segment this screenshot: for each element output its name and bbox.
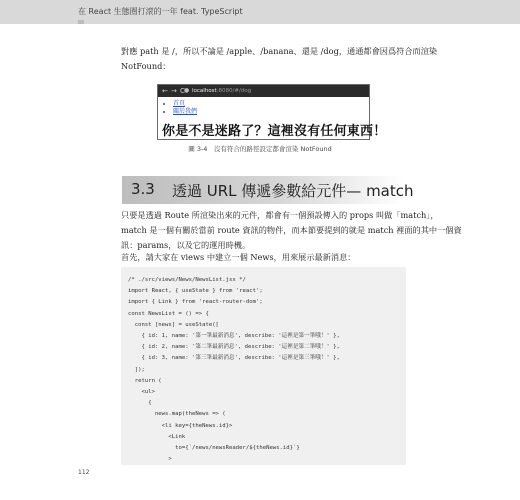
running-header (0, 0, 520, 24)
code-line: const NewsList = () => { (128, 310, 209, 317)
about-link: • 關於我們 (173, 108, 197, 116)
code-line: <ul> (128, 389, 155, 396)
address-bar (184, 87, 365, 95)
code-line: <Link (128, 433, 186, 440)
lock-icon: ● (184, 87, 190, 94)
body-line: 訊：params，以及它的運用時機。 (121, 240, 251, 250)
body-line: 首先，請大家在 views 中建立一個 News，用來展示最新消息： (121, 252, 356, 262)
section-heading (122, 176, 414, 204)
browser-nav-links (163, 100, 197, 116)
code-line: { id: 2, name: '第二筆最新消息', describe: '這裡是第二筆哦！' }, (128, 344, 340, 351)
forward-arrow-icon: → (171, 87, 177, 95)
code-line: to={`/news/newsReader/${theNews.id}`} (128, 445, 300, 452)
body-paragraph-2 (121, 250, 391, 265)
intro-paragraph (121, 44, 438, 74)
code-block (121, 267, 406, 465)
figure-caption: 圖 3-4 沒有符合的路徑設定都會渲染 NotFound (188, 145, 332, 153)
code-line: import { Link } from 'react-router-dom'; (128, 299, 263, 306)
code-line: { (128, 400, 152, 407)
url-host: localhost (192, 88, 217, 94)
body-line: match 是一個有關於當前 route 資訊的物件，而本節要提到的就是 match 裡面的其中一個資 (121, 225, 462, 235)
body-paragraph (121, 208, 462, 253)
browser-screenshot-figure (157, 84, 387, 140)
book-title: 在 React 生態圈打滾的一年 feat. TypeScript (78, 7, 243, 16)
code-line: { id: 3, name: '第三筆最新消息', describe: '這裡是第三筆哦！' }, (128, 355, 340, 362)
section-number: 3.3 (131, 180, 155, 198)
code-listing (121, 267, 406, 465)
code-line: > (128, 456, 172, 463)
page-number: 112 (78, 469, 90, 476)
code-line: { id: 1, name: '第一筆最新消息', describe: '這裡是第一筆哦！' }, (128, 333, 340, 340)
body-line: 只要是透過 Route 所渲染出來的元件，都會有一個預設傳入的 props 叫做「match」， (121, 210, 439, 220)
notfound-heading: 你是不是迷路了？這裡沒有任何東西！ (162, 124, 387, 139)
home-link: • 首頁 (173, 100, 197, 108)
header-marker (78, 20, 84, 24)
url-path: :8080/#/dog (216, 88, 252, 94)
code-line: const [news] = useState([ (128, 321, 219, 328)
back-arrow-icon: ← (162, 87, 168, 95)
code-line: /* ./src/views/News/NewsList.jsx */ (128, 277, 246, 283)
code-line: ]); (128, 366, 145, 373)
code-line: <li key={theNews.id}> (128, 422, 233, 429)
browser-toolbar (158, 85, 369, 97)
code-line: return ( (128, 377, 162, 384)
intro-line: 對應 path 是 /，所以不論是 /apple、/banana、還是 /dog，通通都會因爲符合而渲染 (121, 46, 438, 56)
reload-icon: C (180, 87, 185, 95)
code-line: import React, { useState } from 'react'; (128, 288, 263, 295)
section-title: 透過 URL 傳遞參數給元件— match (172, 182, 414, 200)
code-line: news.map(theNews => ( (128, 411, 226, 418)
intro-line: NotFound： (121, 61, 171, 71)
